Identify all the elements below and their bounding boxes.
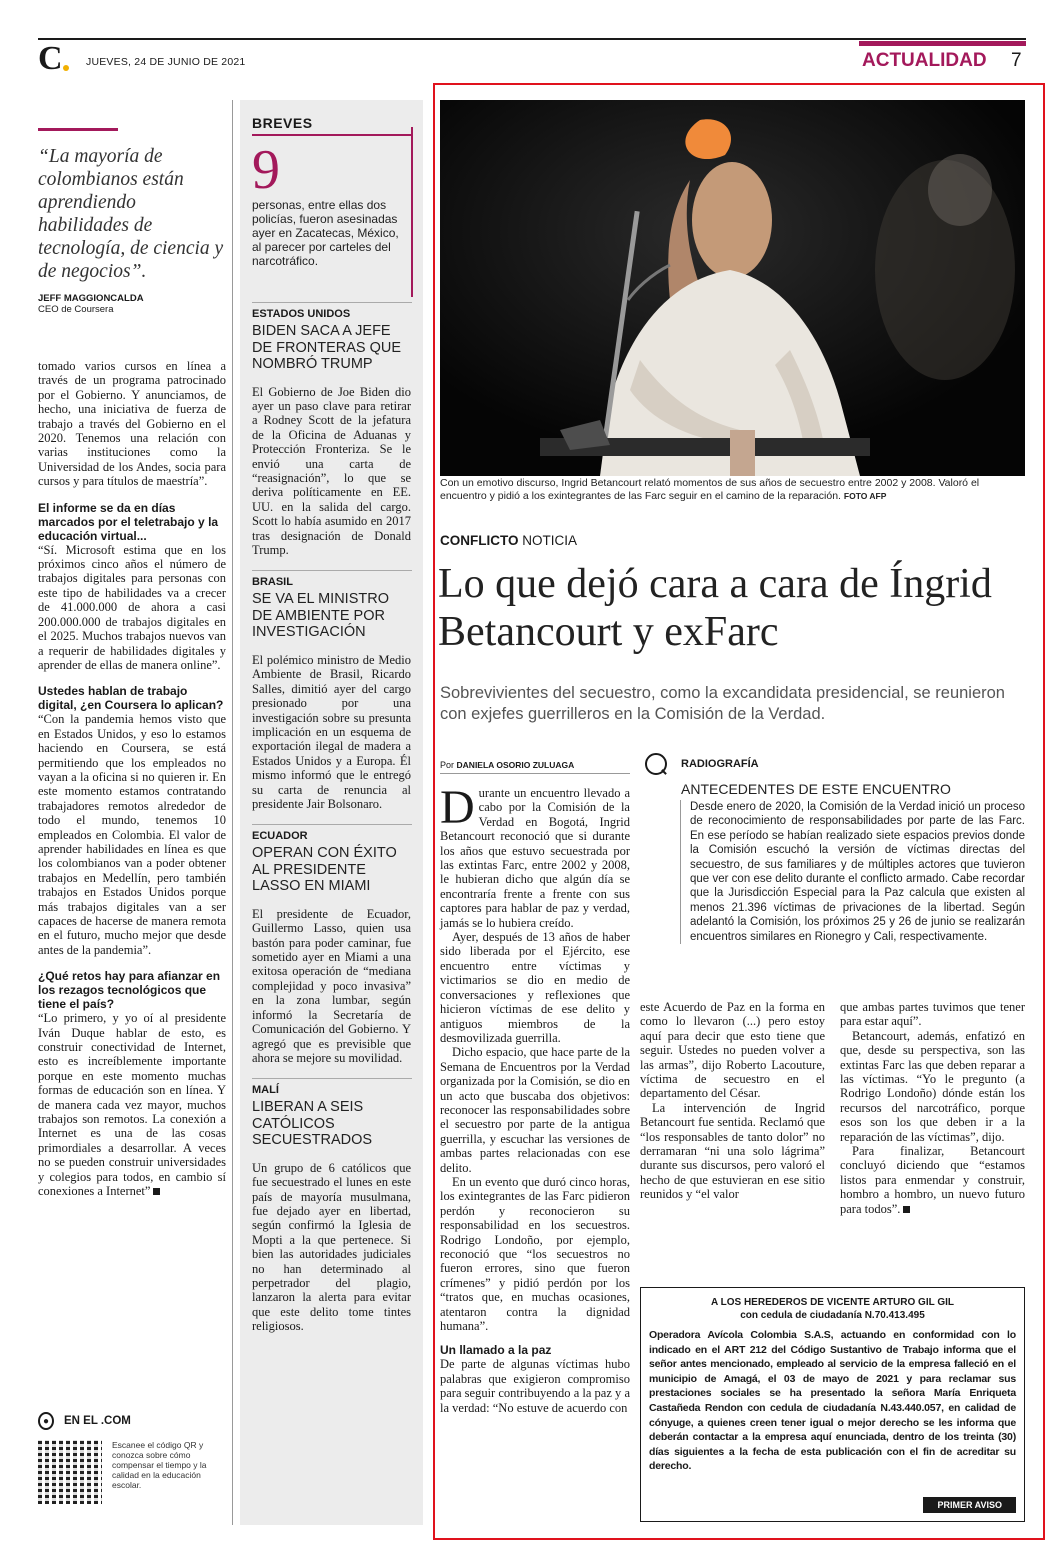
article-column-2 [640,1000,825,1202]
interview-question: ¿Qué retos hay para afianzar en los rezagos tecnológicos que tiene el país? [38,969,221,1012]
top-rule [38,38,1026,40]
radiografia-body [680,800,1025,944]
radiografia-title: ANTECEDENTES DE ESTE ENCUENTRO [681,781,951,797]
brief-divider [252,302,412,303]
brief-headline: SE VA EL MINISTRO DE AMBIENTE POR INVESTIGACIÓN [252,591,389,641]
brief-section: ESTADOS UNIDOS [252,308,351,320]
section-title: ACTUALIDAD [862,50,987,71]
article-lead-text: urante un encuentro llevado a cabo por la Comisión de la Verdad en Bogotá, Ingrid Betancourt reconoció que si durante los años que estuvo secuestrada por las extintas Farc, entre 2002 y 2008, le hubieran dicho que algún día se encontraría frente a frente con sus captores para hablar de paz y verdad, jamás se lo hubiera creído. [440,786,630,930]
brief-body: El Gobierno de Joe Biden dio ayer un paso clave para retirar a Rodney Scott de la jefatura de la Oficina de Aduanas y Protección Fronteriza. Se le envió una carta de “reasignación”, lo que se deriva políticamente en EE. UU. en la salida del cargo. Scott lo había asumido en 2017 tras designación de Donald Trump. [252,384,411,557]
notice-title-line2: con cedula de ciudadanía N.70.413.495 [740,1310,925,1321]
brief-headline: LIBERAN A SEIS CATÓLICOS SECUESTRADOS [252,1099,373,1149]
radiografia-box [645,753,1025,797]
brief-headline: OPERAN CON ÉXITO AL PRESIDENTE LASSO EN MIAMI [252,845,397,895]
article-paragraph [840,1144,1025,1216]
byline-rule [440,773,630,774]
article-paragraph: De parte de algunas víctimas hubo palabras que exigieron compromiso para seguir contribuyendo a la paz y a la verdad: “No estuve de acuerdo con [440,1357,630,1415]
end-mark [153,1188,160,1195]
breves-accent-rule [411,127,413,297]
interview-question: El informe se da en días marcados por el teletrabajo y la educación virtual... [38,500,219,543]
quote-accent-bar [38,128,118,131]
notice-tag: PRIMER AVISO [923,1497,1016,1513]
newspaper-logo: C [38,40,63,77]
magnifier-icon [645,753,667,775]
notice-title [649,1296,1016,1322]
web-promo-text: Escanee el código QR y conozca sobre cómo compensar el tiempo y la calidad en la educación escolar. [112,1440,207,1490]
brief-divider [252,824,412,825]
brief-headline: BIDEN SACA A JEFE DE FRONTERAS QUE NOMBRÓ TRUMP [252,323,402,372]
brief-section: MALÍ [252,1084,279,1097]
radiografia-label: RADIOGRAFÍA [681,758,759,770]
photo-credit: FOTO AFP [843,491,887,501]
logo-dot [63,65,69,71]
interview-answer [38,1011,226,1198]
breves-rule [252,134,412,136]
photo-illustration [440,100,1025,476]
brief-body: El presidente de Ecuador, Guillermo Lasso, quien usa bastón para poder caminar, fue sometido ayer en Miami a una exitosa operación de “mediana complejidad y poco invasiva” en la zona lumbar, según informó la Secretaría de Comunicación del Gobierno. Y agregó que es previsible que ahora se mejore su movilidad. [252,906,411,1065]
end-mark [903,1206,910,1213]
article-paragraph: que ambas partes tuvimos que tener para estar aquí”. [840,1000,1025,1029]
legal-notice [640,1287,1025,1522]
byline-prefix: Por [440,760,455,770]
brief-divider [252,570,412,571]
article-deck: Sobrevivientes del secuestro, como la excandidata presidencial, se reunieron con exjefes guerrilleros en la Comisión de la Verdad. [440,684,1005,723]
interview-answer: “Con la pandemia hemos visto que en Estados Unidos, y eso lo estamos haciendo en Coursera, se está permitiendo que los empleados no vayan a la oficina si no quieren ir. En este momento estamos contratando trabajadores remotos alrededor de todo el mundo, tenemos 10 empleados en Colombia. El valor de aprender habilidades en línea es que los colombianos van a poder obtener trabajos en Medellín, pero también trabajos en Estados Unidos porque más trabajos digitales van a ser capaces de hacerse de manera remota en el futuro, mucho mejor que desde antes de la pandemia”. [38,712,226,957]
big-number: 9 [252,139,280,201]
article-paragraph: En un evento que duró cinco horas, los exintegrantes de las Farc pidieron perdón y reconocieron su responsabilidad en los secuestros. Rodrigo Londoño, por ejemplo, reconoció que “los secuestros no fueron errores, sino que fueron crímenes” y pidió perdón por los “tratos que, en muchas ocasiones, atentaron contra la dignidad humana”. [440,1174,630,1334]
quote-author-role: CEO de Coursera [38,304,114,315]
byline-author: DANIELA OSORIO ZULUAGA [456,760,575,770]
interview-answer: “Sí. Microsoft estima que en los próximos cinco años el número de trabajos digitales para personas con este tipo de habilidades va a crecer de 41.000.000 de ahora a casi 200.000.000 de trabajos digitales en el 2025. Muchos trabajos nuevos van a requerir de habilidades digitales y aprender de ellas de manera online”. [38,542,226,672]
web-promo[interactable] [38,1412,228,1504]
pull-quote: “La mayoría de colombianos están aprendiendo habilidades de tecnología, de ciencia y de negocios”. [38,146,224,282]
article-paragraph: este Acuerdo de Paz en la forma en como lo llevaron (...) pero estoy aquí para decir que esto tiene que seguir. Ustedes no pueden volver a las armas”, dijo Roberto Lacouture, víctima de secuestro en el departamento del César. [640,1000,825,1101]
web-promo-label: EN EL .COM [64,1415,131,1427]
interview-paragraph: tomado varios cursos en línea a través de un programa patrocinado por el Gobierno. Y anunciamos, de hecho, una iniciativa de fuerza de trabajo a través del Gobierno en el 2020. Tenemos una relación con varias instituciones como la Universidad de los Andes, socia para cursos y para títulos de maestría”. [38,359,226,489]
page-number: 7 [1011,50,1022,71]
brief-section: ECUADOR [252,830,308,843]
article-paragraph [440,781,630,930]
notice-body: Operadora Avícola Colombia S.A.S, actuando en conformidad con lo indicado en el ART 212 del Código Sustantivo de Trabajo informa que el señor antes mencionado, empleado al servicio de la empresa falleció en el municipio de Amagá, el 03 de mayo de 2021 y para reclamar sus prestaciones sociales se ha presentado la señora María Enriqueta Castañeda Rendon con cedula de ciudadanía N.43.440.057, en calidad de cónyuge, a quienes creen tener igual o mejor derecho se les informa que deberán contactar a la empresa aquí enunciada, dentro de los treinta (30) días siguientes a la fecha de esta publicación con el fin de acreditar su derecho. [649,1329,1016,1473]
caption-text: Con un emotivo discurso, Ingrid Betancourt relató momentos de sus años de secuestro entre 2002 y 2008. Valoró el encuentro y pidió a los exintegrantes de las Farc seguir en el camino de la reparación. [440,477,980,502]
brief-body: Un grupo de 6 católicos que fue secuestrado el lunes en este país de mayoría musulmana, fue dejado ayer en libertad, según confirmó la Iglesia de Mopti a la que pertenece. Si bien las autoridades judiciales no han determinado al perpetrador del plagio, lanzaron la alerta para evitar que este delito tome tintes religiosos. [252,1160,411,1334]
breves-title: BREVES [252,115,313,131]
article-closing-text: Para finalizar, Betancourt concluyó diciendo que “estamos listos para enmendar y construir, hombro a hombro, un nuevo futuro para todos”. [840,1144,1025,1216]
drop-cap: D [440,781,475,834]
photo-caption [440,477,1025,503]
article-photo [440,100,1025,476]
article-paragraph: La intervención de Ingrid Betancourt fue sentida. Reclamó que “los responsables de tanto dolor” no derramaran “ni una solo lágrima” durante sus discursos, pero valoró el hecho de que estuvieran en ese sitio reunidos y “el valor [640,1100,825,1202]
breves-column [240,100,423,1525]
quote-author: JEFF MAGGIONCALDA [38,293,144,304]
issue-date: JUEVES, 24 DE JUNIO DE 2021 [86,56,246,68]
brief-body: El polémico ministro de Medio Ambiente de Brasil, Ricardo Salles, dimitió ayer del cargo presionado por una investigación sobre su presunta implicación en un esquema de exportación ilegal de madera a Estados Unidos y a Europa. Él mismo informó que le entregó su carta de renuncia al presidente Jair Bolsonaro. [252,652,411,811]
interview-column [38,128,226,1211]
qr-code[interactable] [38,1440,102,1504]
brief-section: BRASIL [252,576,293,589]
breves-lead: personas, entre ellas dos policías, fueron asesinadas ayer en Zacatecas, México, al parecer por carteles del narcotráfico. [252,198,399,268]
radiografia-text: Desde enero de 2020, la Comisión de la Verdad inició un proceso de reconocimiento de responsabilidades por parte de las Farc. En ese período se habían realizado siete espacios previos donde la Comisión escuchó la versión de víctimas directas del secuestro, de sus familiares y de múltiples actores que tuvieron que ver con ese delito durante el conflicto armado. Cabe recordar que la Jurisdicción Especial para la Paz calcula que existen al menos 21.396 víctimas de privaciones de la libertad. Según adelantó la Comisión, los próximos 25 y 26 de junio se realizarán encuentros similares en Rionegro y Cali, respectivamente. [690,801,1025,943]
byline [440,760,574,770]
interview-question: Ustedes hablan de trabajo digital, ¿en Coursera lo aplican? [38,684,224,713]
article-paragraph: Ayer, después de 13 años de haber sido liberada por el Ejército, ese encuentro entre víctimas y victimarios se dio en medio de conversaciones y reflexiones que hicieron víctimas de ese delito y antiguos miembros de la desmovilizada guerrilla. [440,930,630,1045]
article-headline: Lo que dejó cara a cara de Íngrid Betancourt y exFarc [438,561,992,655]
mouse-icon: ● [38,1412,54,1430]
section-bar [859,41,1026,46]
article-column-3 [840,1000,1025,1216]
article-subhead: Un llamado a la paz [440,1343,552,1358]
article-paragraph: Betancourt, además, enfatizó en que, desde su perspectiva, son las extintas Farc las que deben reparar a las víctimas. “Yo le pregunto (a Rodrigo Londoño) dónde están los recursos del narcotráfico, porque esos son los que deben ir a la reparación de las víctimas”, dijo. [840,1028,1025,1144]
article-column-1 [440,781,630,1415]
article-kicker [440,533,577,548]
kicker-category: CONFLICTO [440,533,519,548]
column-divider [232,100,233,1525]
kicker-type: NOTICIA [522,533,578,548]
interview-answer-text: “Lo primero, y yo oí al presidente Iván Duque hablar de esto, es construir conectividad de Internet, esto es increíblemente importante porque en este momento muchas formas de educación son en línea. Y de manera cada vez mayor, muchos trabajos son remotos. La conexión a Internet es una de las cosas primordiales a desarrollar. A veces no se pueden construir universidades y colegios para todos, en cambio sí conexiones a Internet” [38,1011,226,1199]
notice-title-line1: A LOS HEREDEROS DE VICENTE ARTURO GIL GIL [711,1297,954,1308]
article-paragraph: Dicho espacio, que hace parte de la Semana de Encuentros por la Verdad organizada por la Comisión, se dio en un acto que buscaba dos objetivos: reconocer las responsabilidades sobre el secuestro por parte de la antigua guerrilla, y escuchar las versiones de ambas partes relacionadas con ese delito. [440,1045,630,1175]
brief-divider [252,1078,412,1079]
